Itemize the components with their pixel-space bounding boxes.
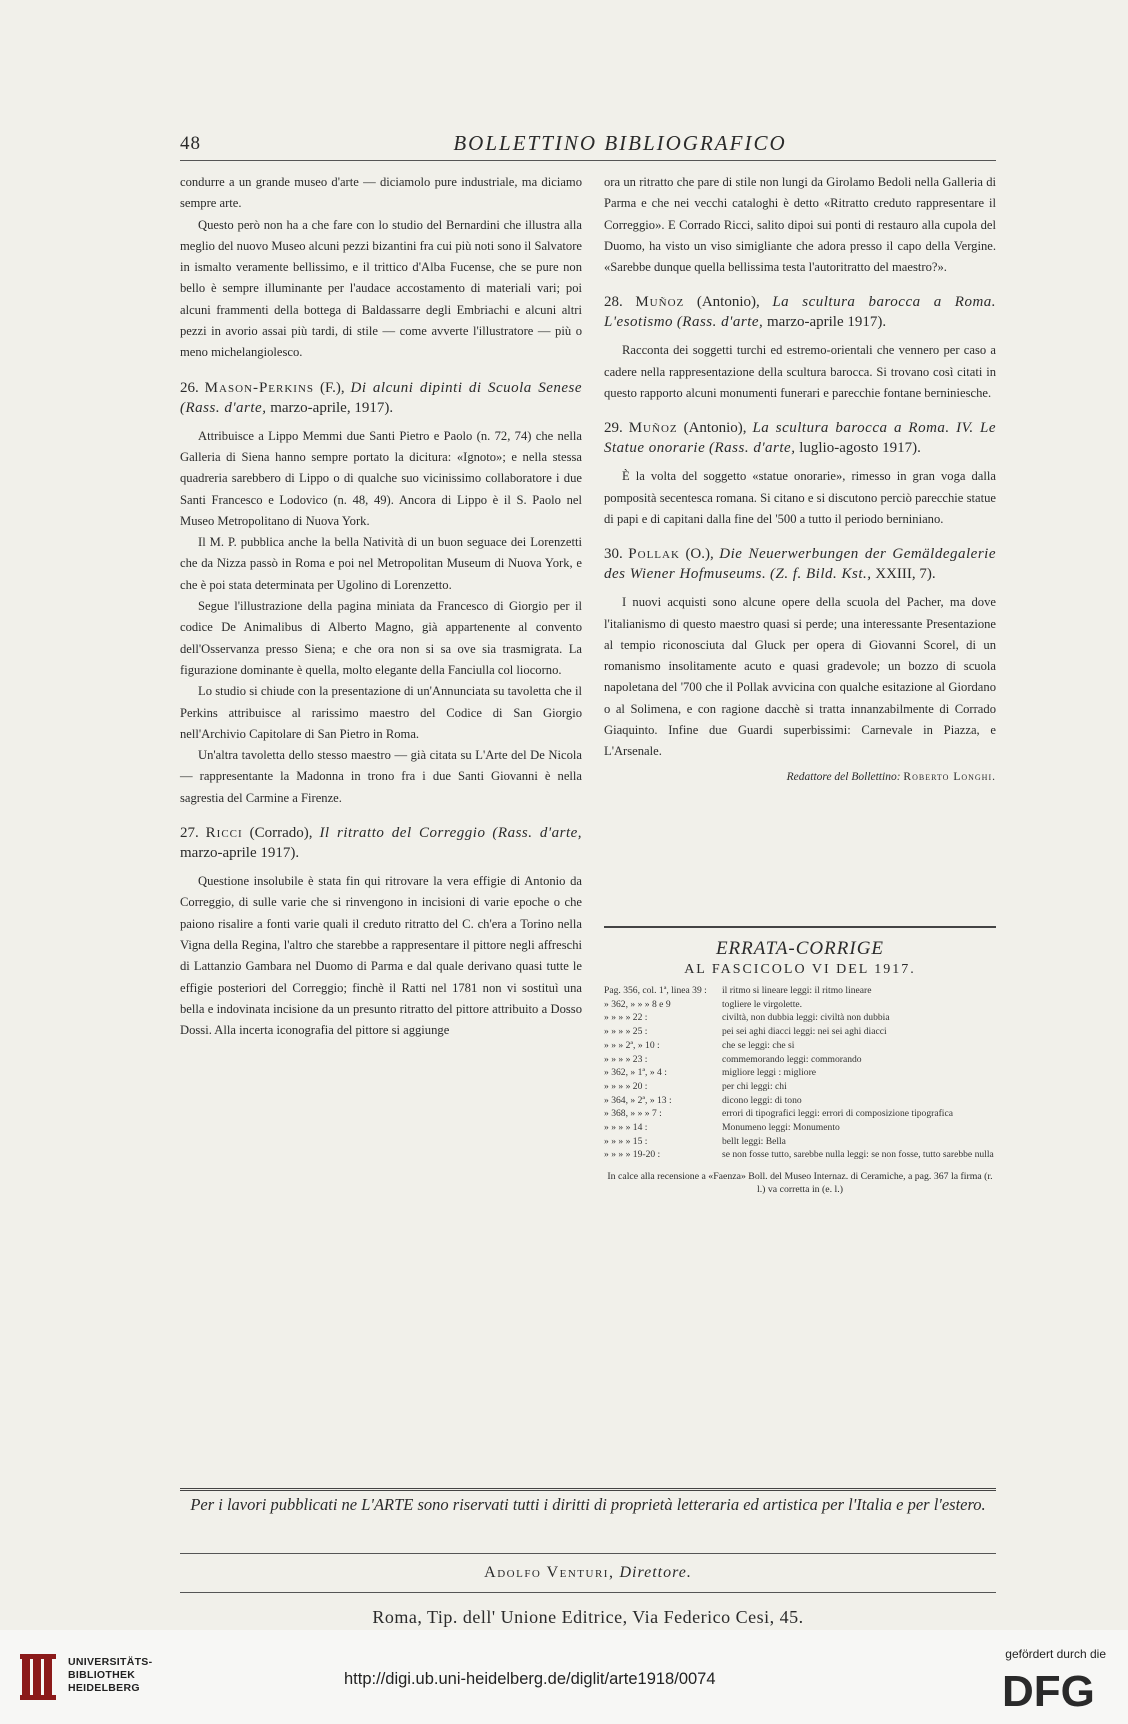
errata-reference: » 368, » » » 7 : [604, 1108, 662, 1120]
errata-row [604, 1094, 996, 1108]
running-title: BOLLETTINO BIBLIOGRAFICO [453, 131, 787, 155]
entry-source: (Rass. d'arte, [492, 825, 583, 842]
errata-correction: errori di tipografici leggi: errori di composizione tipografica [722, 1108, 953, 1120]
errata-row [604, 1025, 996, 1039]
editor-signature [604, 767, 996, 788]
errata-reference: » » » » 15 : [604, 1135, 648, 1147]
errata-reference: » » » 2ª, » 10 : [604, 1039, 660, 1051]
entry-title: Die Neuerwerbungen der Gemäldegalerie des Wiener Hofmuseums. [604, 546, 996, 583]
paragraph: Questo però non ha a che fare con lo studio del Bernardini che illustra alla meglio del nuovo Museo alcuni pezzi bizantini fra cui più noti sono il Salvatore in ismalto veramente bellissimo, e il trittico d'Alba Fucense, che se pure non bello è sempre illuminante per l'audace accostamento di materiali vari; poi alcuni frammenti della bottega di Baldassarre degli Embriachi e alcuni altri pezzi in avorio assai più tardi, di stile — come avverte l'illustratore — più o meno michelangiolesco. [180, 217, 582, 360]
dfg-logo-text: DFG [1002, 1667, 1095, 1712]
errata-correction: bellt leggi: Bella [722, 1135, 786, 1147]
errata-row [604, 998, 996, 1012]
entry-date: luglio-agosto 1917). [799, 440, 921, 457]
entry-initial: (Antonio), [696, 294, 760, 311]
review-entry-27 [180, 823, 582, 863]
entry-title: La scultura barocca a Roma. IV. Le Statue onorarie [604, 420, 997, 457]
library-name-line: HEIDELBERG [68, 1682, 140, 1694]
review-entry-30 [604, 544, 996, 584]
entry-initial: (O.), [685, 546, 714, 563]
paragraph: Racconta dei soggetti turchi ed estremo-orientali che vennero per caso a cadere nella rappresentazione della scultura barocca. Si trovano così citati in questo rapporto alcuni monumenti funerari e parecchie fontane berniniesche. [604, 343, 996, 401]
entry-number: 30. [604, 546, 623, 563]
errata-rule [604, 926, 996, 928]
paragraph: Lo studio si chiude con la presentazione di un'Annunciata su tavoletta che il Perkins attribuisce al rarissimo maestro del Codice di San Giorgio nell'Archivio Capitolare di San Pietro in Roma. [180, 684, 582, 741]
entry-number: 29. [604, 420, 623, 437]
entry-number: 27. [180, 825, 199, 842]
entry-date: XXIII, 7). [875, 566, 936, 583]
header-rule [180, 160, 996, 161]
entry-source: (Rass. d'arte, [709, 440, 796, 457]
errata-row [604, 984, 996, 998]
signature-role: Redattore del Bollettino: [786, 770, 901, 783]
errata-correction: togliere le virgolette. [722, 998, 803, 1010]
errata-row [604, 1107, 996, 1121]
digitization-footer [0, 1630, 1128, 1724]
permalink-url[interactable]: http://digi.ub.uni-heidelberg.de/diglit/arte1918/0074 [344, 1670, 716, 1688]
university-library-logo-icon [20, 1654, 62, 1700]
errata-reference: » 362, » » » 8 e 9 [604, 998, 671, 1010]
errata-correction: civiltà, non dubbia leggi: civiltà non dubbia [722, 1012, 890, 1024]
entry-author: Ricci [205, 825, 243, 842]
entry-initial: (Corrado), [249, 825, 313, 842]
left-column [180, 172, 582, 1041]
paragraph: I nuovi acquisti sono alcune opere della scuola del Pacher, ma dove l'italianismo di questo maestro quasi si perde; una interessante Presentazione al tempio riconosciuta dal Gluck per opera di Giovanni Scorel, di un romanismo insolitamente acuto e quasi gradevole; un bozzo di scuola napoletana del '700 che il Pollak avvicina con qualche esitazione al Giordano o al Solimena, e con ragione dacchè si tratta innanzabilmente di Corrado Giaquinto. Infine due Guardi superbissimi: Carnevale in Piazza, e L'Arsenale. [604, 595, 996, 759]
library-name-line: UNIVERSITÄTS- [68, 1656, 153, 1668]
right-column [604, 172, 996, 788]
errata-reference: » » » » 23 : [604, 1053, 648, 1065]
rights-notice: Per i lavori pubblicati ne L'ARTE sono riservati tutti i diritti di proprietà letteraria ed artistica per l'Italia e per l'estero. [190, 1495, 986, 1514]
errata-row [604, 1121, 996, 1135]
entry-author: Muñoz [635, 294, 685, 311]
errata-row [604, 1066, 996, 1080]
errata-row [604, 1135, 996, 1149]
errata-list [604, 984, 996, 1162]
paragraph: Il M. P. pubblica anche la bella Natività di un buon seguace dei Lorenzetti che da Nizza passò in Roma e poi nel Metropolitan Museum di Nuova York, e che è poi stata determinata per Ugolino di Lorenzetto. [180, 535, 582, 592]
errata-reference: » » » » 19-20 : [604, 1149, 661, 1161]
review-entry-28 [604, 292, 996, 332]
paragraph: Segue l'illustrazione della pagina miniata da Francesco di Giorgio per il codice De Animalibus di Alberto Magno, già appartenente al convento dell'Osservanza presso Siena; e che ora non si sa ove sia trasmigrata. La figurazione dominante è quella, molto elegante della Fanciulla col liocorno. [180, 599, 582, 677]
errata-reference: » » » » 25 : [604, 1026, 648, 1038]
errata-correction: che se leggi: che si [722, 1039, 795, 1051]
errata-title: ERRATA-CORRIGE [715, 938, 885, 959]
funding-label: gefördert durch die [1005, 1647, 1106, 1661]
entry-author: Mason-Perkins [204, 379, 315, 396]
entry-title: La scultura barocca a Roma. L'esotismo [604, 294, 997, 331]
director-rule [180, 1592, 996, 1593]
entry-initial: (Antonio), [683, 420, 747, 437]
errata-correction: Monumeno leggi: Monumento [722, 1122, 840, 1134]
signature-name: Roberto Longhi. [903, 770, 996, 783]
entry-source: (Rass. d'arte, [180, 399, 267, 416]
library-name [68, 1656, 152, 1695]
errata-row [604, 1053, 996, 1067]
errata-correction: dicono leggi: di tono [722, 1094, 802, 1106]
notice-rule-bottom [180, 1553, 996, 1554]
director-name: Adolfo Venturi, [484, 1564, 615, 1581]
entry-author: Muñoz [628, 420, 678, 437]
entry-number: 28. [604, 294, 623, 311]
paragraph: condurre a un grande museo d'arte — diciamolo pure industriale, ma diciamo sempre arte. [180, 175, 582, 211]
errata-correction: se non fosse tutto, sarebbe nulla leggi: se non fosse, tutto sarebbe nulla [722, 1149, 994, 1161]
entry-title: Di alcuni dipinti di Scuola Senese [350, 379, 583, 396]
errata-reference: » 362, » 1ª, » 4 : [604, 1067, 667, 1079]
errata-reference: » » » » 14 : [604, 1122, 648, 1134]
paragraph: Attribuisce a Lippo Memmi due Santi Pietro e Paolo (n. 72, 74) che nella Galleria di Siena hanno sempre portato la dicitura: «Ignoto»; e nella stessa quadreria sarebbero di Lippo o di qualche suo vicinissimo collaboratore i due Santi Francesco e Lodovico (n. 48, 49). Ancora di Lippo è il S. Paolo nel Museo Metropolitano di Nuova York. [180, 428, 582, 528]
entry-date: marzo-aprile 1917). [767, 314, 887, 331]
page-number: 48 [180, 133, 201, 154]
errata-reference: Pag. 356, col. 1ª, linea 39 : [604, 985, 707, 996]
entry-date: marzo-aprile 1917). [180, 845, 300, 862]
errata-subtitle: AL FASCICOLO VI DEL 1917. [684, 962, 916, 977]
entry-source: (Rass. d'arte, [676, 314, 764, 331]
errata-row [604, 1011, 996, 1025]
entry-initial: (F.), [319, 379, 345, 396]
errata-correction: migliore leggi : migliore [722, 1067, 817, 1079]
errata-reference: » » » » 20 : [604, 1080, 648, 1092]
errata-reference: » » » » 22 : [604, 1012, 648, 1024]
printer-imprint: Roma, Tip. dell' Unione Editrice, Via Federico Cesi, 45. [372, 1607, 804, 1627]
entry-title: Il ritratto del Correggio [319, 825, 486, 842]
paragraph: ora un ritratto che pare di stile non lungi da Girolamo Bedoli nella Galleria di Parma e che nei vecchi cataloghi è detto «Ritratto creduto rappresentare il Correggio». E Corrado Ricci, salito dipoi sui ponti di restauro alla cupola del Duomo, ha visto un viso simigliante che adora presso il capo della Vergine. «Sarebbe dunque quella bellissima testa l'autoritratto del maestro?». [604, 175, 996, 275]
entry-source: (Z. f. Bild. Kst., [769, 566, 872, 583]
errata-correction: pei sei aghi diacci leggi: nei sei aghi diacci [722, 1026, 887, 1038]
review-entry-26 [180, 378, 582, 418]
errata-row [604, 1080, 996, 1094]
review-entry-29 [604, 418, 996, 458]
errata-corrige [604, 938, 996, 1196]
errata-note: In calce alla recensione a «Faenza» Boll. del Museo Internaz. di Ceramiche, a pag. 367 la firma (r. l.) va corretta in (e. l.) [607, 1171, 993, 1196]
library-name-line: BIBLIOTHEK [68, 1669, 136, 1681]
errata-correction: per chi leggi: chi [722, 1080, 787, 1092]
entry-number: 26. [180, 379, 199, 396]
paragraph: Questione insolubile è stata fin qui ritrovare la vera effigie di Antonio da Correggio, di sulle varie che si rinvengono in incisioni di varie epoche o che paiono risalire a fonti varie quali il creduto ritratto del C. ch'era a Torino nella Vigna della Regina, l'altro che starebbe a rappresentare il pittore negli affreschi di Lattanzio Gambara nel Duomo di Parma e dal quale derivano quasi tutte le effigie posteriori del Correggio; finchè il Ratti nel 1781 non vi sostituì una bella e indovinata incisione da un presunto ritratto del pittore attribuito a Dosso Dossi. Alla incerta iconografia del pittore si aggiunge [180, 874, 582, 1038]
paragraph: Un'altra tavoletta dello stesso maestro — già citata su L'Arte del De Nicola — rappresentante la Madonna in trono fra i due Santi Giovanni è nella sagrestia del Carmine a Firenze. [180, 748, 582, 805]
errata-row [604, 1039, 996, 1053]
entry-date: marzo-aprile, 1917). [270, 399, 394, 416]
errata-correction: il ritmo si lineare leggi: il ritmo lineare [722, 985, 872, 996]
director-role: Direttore. [619, 1564, 692, 1581]
director-line [180, 1564, 996, 1582]
errata-reference: » 364, » 2ª, » 13 : [604, 1094, 672, 1106]
paragraph: È la volta del soggetto «statue onorarie», rimesso in gran voga dalla pomposità secentesca romana. Si citano e si discutono perciò parecchie statue di papi e di capitani dalla fine del '500 a tutto il periodo berniniano. [604, 469, 996, 526]
entry-author: Pollak [628, 546, 680, 563]
notice-rule [180, 1488, 996, 1491]
errata-correction: commemorando leggi: commorando [722, 1053, 862, 1065]
dfg-logo-icon [1000, 1666, 1112, 1712]
errata-row [604, 1148, 996, 1162]
